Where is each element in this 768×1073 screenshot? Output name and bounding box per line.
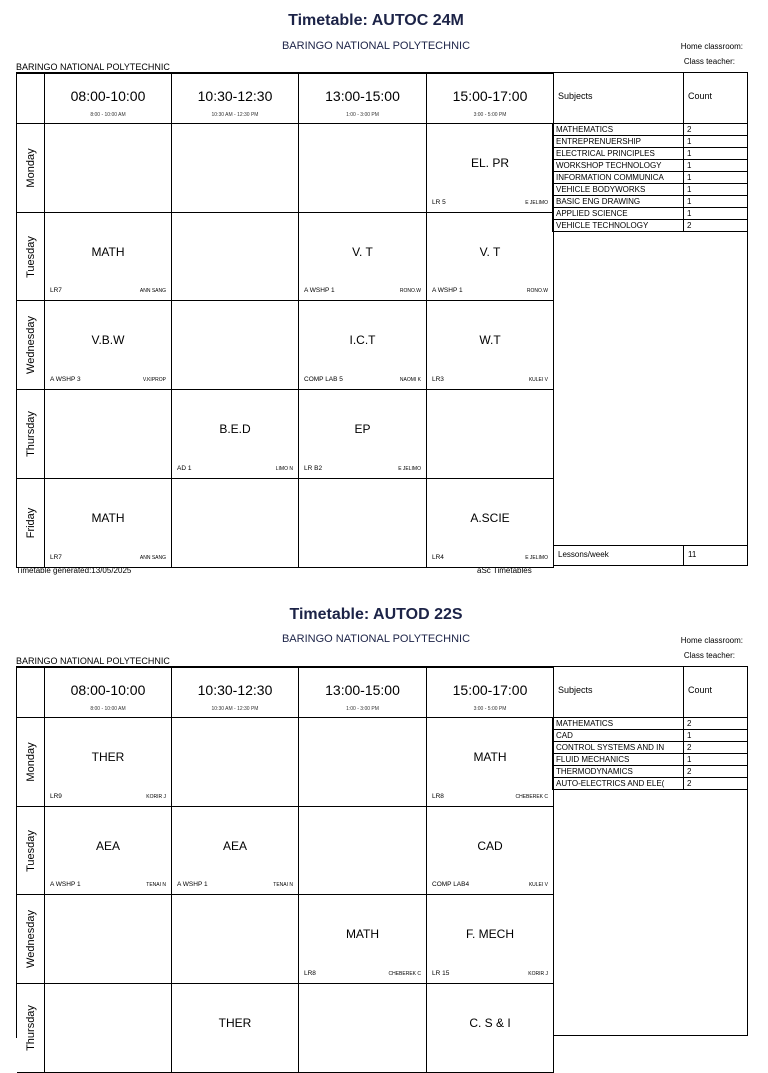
lesson-cell [299,718,427,807]
lesson-teacher: KULEI V [528,882,548,888]
subjects-header: Subjects [558,685,593,695]
lesson-cell [427,213,554,301]
lesson-cell [172,895,299,984]
subject-row [553,172,748,184]
class-teacher-label: Class teacher: [683,57,735,66]
subject-count: 1 [684,148,748,160]
period-time: 15:00-17:00 [452,682,528,698]
lesson-subject: THER [91,750,125,764]
lesson-cell [45,984,172,1073]
day-cell-tuesday [17,807,45,895]
period-header [172,74,299,124]
lesson-room: A WSHP 1 [50,881,81,888]
day-cell-wednesday [17,301,45,390]
subject-count: 2 [684,220,748,232]
lesson-teacher: CHEBEREK C [515,794,548,800]
subject-row [553,196,748,208]
count-header: Count [688,91,713,101]
lesson-teacher: E JELIMO [525,200,548,206]
lesson-room: A WSHP 3 [50,376,81,383]
generated-date: Timetable generated:13/05/2025 [16,566,132,575]
day-cell-tuesday [17,213,45,301]
school-name: BARINGO NATIONAL POLYTECHNIC [281,633,471,645]
lesson-subject: AEA [95,839,120,853]
lesson-teacher: ANN SANG [139,555,166,561]
lesson-subject: C. S & I [469,1016,511,1030]
count-header: Count [688,685,713,695]
subject-name: ELECTRICAL PRINCIPLES [553,148,684,160]
day-label: Wednesday [24,910,37,968]
subject-name: CONTROL SYSTEMS AND IN [553,742,684,754]
lesson-teacher: CHEBEREK C [388,971,421,977]
lesson-subject: AEA [222,839,247,853]
subject-row [553,766,748,778]
lesson-subject: MATH [473,750,507,764]
lesson-subject: MATH [91,245,125,259]
lesson-cell [427,984,554,1073]
lesson-teacher: E JELIMO [398,466,421,472]
lesson-room: LR7 [50,554,62,561]
lesson-subject: V. T [352,245,373,259]
subject-row [553,208,748,220]
lessons-rule [553,545,747,546]
lesson-teacher: ANN SANG [139,288,166,294]
lesson-cell [299,301,427,390]
subject-count: 1 [684,208,748,220]
period-time: 13:00-15:00 [325,88,400,104]
lesson-cell [427,895,554,984]
lesson-cell [45,390,172,479]
subject-name: MATHEMATICS [553,124,684,136]
lessons-week-label: Lessons/week [558,550,609,559]
lesson-subject: B.E.D [219,422,251,436]
lesson-cell [299,213,427,301]
day-label: Tuesday [24,235,37,278]
home-classroom-label: Home classroom: [680,636,743,645]
lesson-room: LR8 [304,970,316,977]
period-subtime: 1:00 - 3:00 PM [346,706,379,712]
subject-row [553,220,748,232]
day-label: Wednesday [24,316,37,374]
subject-name: APPLIED SCIENCE [553,208,684,220]
lesson-subject: W.T [479,333,501,347]
lesson-cell [45,895,172,984]
day-label: Monday [24,148,37,188]
lesson-subject: MATH [91,511,125,525]
subject-name: ENTREPRENUERSHIP [553,136,684,148]
subject-name: VEHICLE TECHNOLOGY [553,220,684,232]
lesson-teacher: RONO.W [399,288,421,294]
subject-name: THERMODYNAMICS [553,766,684,778]
subject-row [553,730,748,742]
lesson-room: LR 5 [432,199,446,206]
day-label: Monday [24,742,37,782]
lesson-teacher: TENAI N [273,882,293,888]
subjects-table [552,717,748,790]
subject-name: BASIC ENG DRAWING [553,196,684,208]
subject-count: 1 [684,184,748,196]
lesson-subject: F. MECH [466,927,514,941]
period-time: 15:00-17:00 [452,88,528,104]
subjects-header: Subjects [558,91,593,101]
timetable-title: Timetable: AUTOC 24M [288,12,464,29]
period-time: 10:30-12:30 [197,682,273,698]
lesson-subject: V.B.W [91,333,125,347]
period-subtime: 10:30 AM - 12:30 PM [211,112,259,118]
lesson-cell [45,301,172,390]
subjects-panel [553,666,748,1036]
lesson-cell [172,718,299,807]
lesson-subject: I.C.T [349,333,376,347]
subject-count: 2 [684,778,748,790]
period-subtime: 3:00 - 5:00 PM [473,706,507,712]
corner-cell [17,74,45,124]
lesson-room: A WSHP 1 [432,287,463,294]
subject-name: VEHICLE BODYWORKS [553,184,684,196]
lesson-teacher: KORIR J [146,794,166,800]
subject-row [553,778,748,790]
lesson-room: LR B2 [304,465,323,472]
period-time: 13:00-15:00 [325,682,400,698]
subject-row [553,160,748,172]
lesson-cell [45,124,172,213]
period-time: 10:30-12:30 [197,88,273,104]
period-header [299,74,427,124]
lesson-teacher: RONO.W [526,288,548,294]
day-label: Friday [24,507,37,539]
subjects-panel [553,72,748,566]
school-name: BARINGO NATIONAL POLYTECHNIC [281,40,471,52]
subject-name: AUTO-ELECTRICS AND ELE( [553,778,684,790]
lesson-cell [299,807,427,895]
subject-row [553,184,748,196]
day-cell-monday [17,124,45,213]
subject-row [553,742,748,754]
timetable-title: Timetable: AUTOD 22S [289,606,463,623]
timetable-grid [16,72,554,568]
school-name-left: BARINGO NATIONAL POLYTECHNIC [16,656,170,666]
period-subtime: 1:00 - 3:00 PM [346,112,379,118]
period-subtime: 10:30 AM - 12:30 PM [211,706,259,712]
lesson-room: COMP LAB4 [432,881,470,888]
lesson-room: LR 15 [432,970,450,977]
lesson-cell [172,301,299,390]
subjects-table [552,123,748,232]
period-header [172,668,299,718]
period-header [427,74,554,124]
lesson-cell [45,213,172,301]
lesson-teacher: E JELIMO [525,555,548,561]
lesson-cell [299,984,427,1073]
subject-count: 1 [684,754,748,766]
day-cell-thursday [17,984,45,1073]
day-label: Tuesday [24,829,37,872]
lesson-room: COMP LAB 5 [304,376,343,383]
school-name-left: BARINGO NATIONAL POLYTECHNIC [16,62,170,72]
lesson-teacher: NAOMI K [399,377,421,383]
day-cell-wednesday [17,895,45,984]
lesson-cell [427,301,554,390]
lesson-teacher: V.KIPROP [142,377,166,383]
lesson-cell [427,718,554,807]
period-subtime: 8:00 - 10:00 AM [90,112,126,118]
subject-name: FLUID MECHANICS [553,754,684,766]
lesson-subject: V. T [479,245,501,259]
lesson-room: LR3 [432,376,444,383]
lessons-divider [683,545,684,566]
lesson-cell [45,479,172,568]
lesson-room: LR8 [432,793,444,800]
subject-count: 1 [684,172,748,184]
asc-credit: aSc Timetables [477,566,532,575]
lesson-cell [45,807,172,895]
subject-count: 1 [684,136,748,148]
lesson-cell [299,390,427,479]
subject-count: 2 [684,718,748,730]
subject-count: 1 [684,730,748,742]
lesson-room: LR9 [50,793,62,800]
lesson-cell [172,390,299,479]
lesson-room: AD 1 [177,465,192,472]
home-classroom-label: Home classroom: [680,42,743,51]
lesson-cell [172,124,299,213]
subject-count: 2 [684,766,748,778]
lesson-cell [172,213,299,301]
lesson-cell [299,479,427,568]
subject-row [553,136,748,148]
lesson-cell [427,479,554,568]
period-subtime: 8:00 - 10:00 AM [90,706,126,712]
lesson-cell [172,479,299,568]
lesson-subject: THER [218,1016,252,1030]
period-time: 08:00-10:00 [70,682,146,698]
lesson-cell [299,124,427,213]
day-cell-monday [17,718,45,807]
period-header [427,668,554,718]
lesson-cell [427,124,554,213]
period-header [299,668,427,718]
day-cell-friday [17,479,45,568]
timetable-grid [16,666,554,1051]
lesson-subject: EL. PR [470,156,509,170]
period-subtime: 3:00 - 5:00 PM [473,112,507,118]
lesson-subject: A.SCIE [470,511,510,525]
lesson-cell [427,390,554,479]
subject-count: 1 [684,196,748,208]
corner-cell [17,668,45,718]
lesson-cell [45,718,172,807]
subject-name: MATHEMATICS [553,718,684,730]
lesson-room: A WSHP 1 [177,881,208,888]
header-divider [683,667,684,717]
subject-count: 1 [684,160,748,172]
subject-row [553,124,748,136]
period-header [45,668,172,718]
subject-row [553,718,748,730]
period-time: 08:00-10:00 [70,88,146,104]
lesson-subject: CAD [477,839,503,853]
subject-name: CAD [553,730,684,742]
lesson-cell [427,807,554,895]
subject-count: 2 [684,124,748,136]
lesson-room: A WSHP 1 [304,287,335,294]
lesson-teacher: KORIR J [528,971,548,977]
day-label: Thursday [24,1005,37,1051]
subject-name: INFORMATION COMMUNICA [553,172,684,184]
class-teacher-label: Class teacher: [683,651,735,660]
subject-name: WORKSHOP TECHNOLOGY [553,160,684,172]
header-divider [683,73,684,123]
subject-row [553,754,748,766]
period-header [45,74,172,124]
lesson-room: LR7 [50,287,62,294]
day-label: Thursday [24,411,37,457]
lesson-teacher: LIMO N [275,466,293,472]
lesson-subject: MATH [345,927,380,941]
subject-count: 2 [684,742,748,754]
lesson-cell [172,984,299,1073]
lesson-teacher: TENAI N [146,882,166,888]
day-cell-thursday [17,390,45,479]
lesson-subject: EP [354,422,371,436]
lesson-room: LR4 [432,554,444,561]
lesson-cell [172,807,299,895]
subject-row [553,148,748,160]
lesson-cell [299,895,427,984]
lessons-week-count: 11 [688,550,697,559]
lesson-teacher: KULEI V [528,377,548,383]
